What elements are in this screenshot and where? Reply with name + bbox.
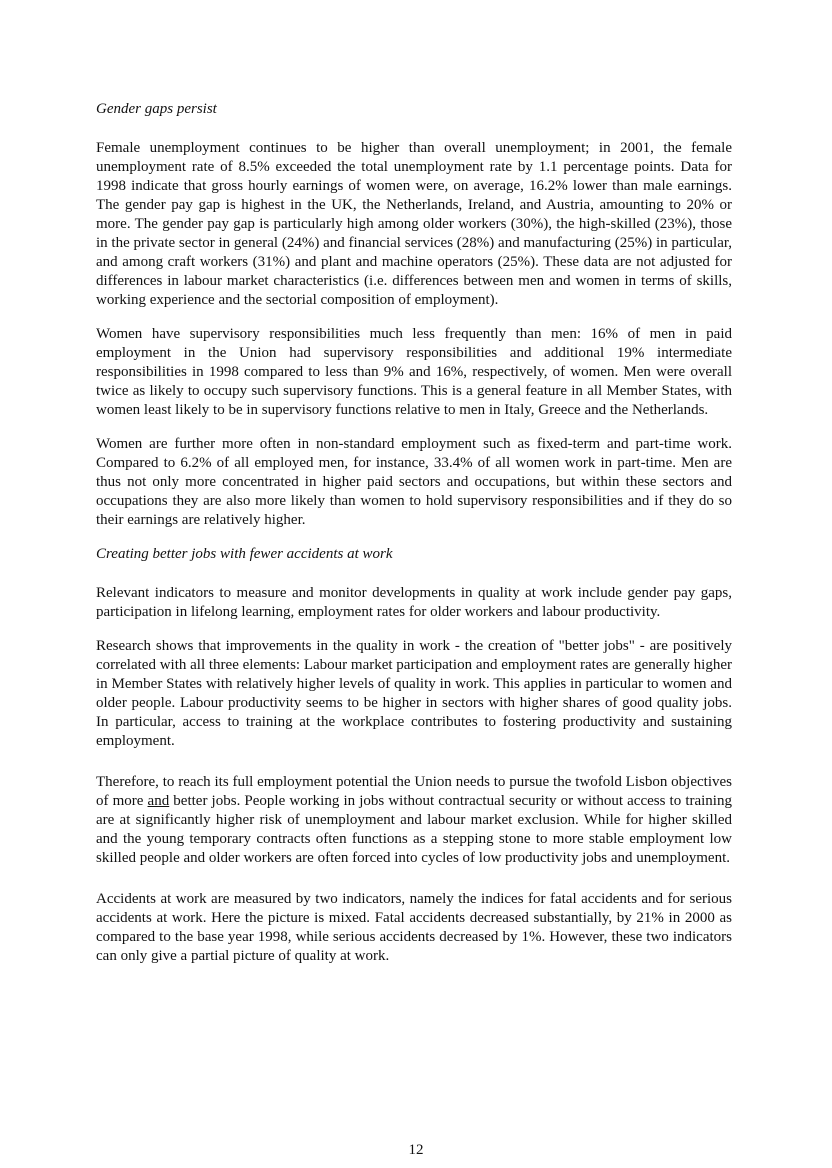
paragraph: Female unemployment continues to be higher than overall unemployment; in 2001, the female unemployment rate of 8.5% exceeded the total unemployment rate by 1.1 percentage points. Data for 1998 indicate that gross hourly earnings of women were, on average, 16.2% lower than male earnings. The gender pay gap is highest in the UK, the Netherlands, Ireland, and Austria, amounting to 20% or more. The gender pay gap is particularly high among older workers (30%), the high-skilled (23%), those in the private sector in general (24%) and financial services (28%) and manufacturing (25%) in particular, and among craft workers (31%) and plant and machine operators (25%). These data are not adjusted for differences in labour market characteristics (i.e. differences between men and women in terms of skills, working experience and the sectorial composition of employment). [96,140,732,308]
paragraph: Research shows that improvements in the quality in work - the creation of "better jobs" - are positively correlated with all three elements: Labour market participation and employment rates are generally higher in Member States with relatively higher levels of quality in work. This applies in particular to women and older people. Labour productivity seems to be higher in sectors with higher shares of good quality jobs. In particular, access to training at the workplace contributes to fostering productivity and sustaining employment. [96,638,732,749]
page-content [96,100,732,981]
paragraph: Women have supervisory responsibilities much less frequently than men: 16% of men in paid employment in the Union had supervisory responsibilities and additional 19% intermediate responsibilities in 1998 compared to less than 9% and 16%, respectively, of women. Men were overall twice as likely to occupy such supervisory functions. This is a general feature in all Member States, with women least likely to be in supervisory functions relative to men in Italy, Greece and the Netherlands. [96,326,732,418]
underlined-word: and [147,793,170,809]
paragraph-text: Therefore, to reach its full employment potential the Union needs to pursue the twofold Lisbon objectives of more [96,774,732,809]
section-heading-gender-gaps: Gender gaps persist [96,101,217,117]
paragraph [96,773,732,868]
paragraph: Relevant indicators to measure and monitor developments in quality at work include gender pay gaps, participation in lifelong learning, employment rates for older workers and labour productivity. [96,585,732,620]
paragraph: Women are further more often in non-standard employment such as fixed-term and part-time work. Compared to 6.2% of all employed men, for instance, 33.4% of all women work in part-time. Men are thus not only more concentrated in higher paid sectors and occupations, but within these sectors and occupations they are also more likely than women to hold supervisory responsibilities and if they do so their earnings are relatively higher. [96,436,732,528]
paragraph-text: better jobs. People working in jobs without contractual security or without access to training are at significantly higher risk of unemployment and labour market exclusion. While for higher skilled and the young temporary contracts often functions as a stepping stone to more stable employment low skilled people and older workers are often forced into cycles of low productivity jobs and unemployment. [96,793,732,866]
page-number: 12 [408,1142,424,1158]
paragraph: Accidents at work are measured by two indicators, namely the indices for fatal accidents and for serious accidents at work. Here the picture is mixed. Fatal accidents decreased substantially, by 21% in 2000 as compared to the base year 1998, while serious accidents decreased by 1%. However, these two indicators can only give a partial picture of quality at work. [96,891,732,964]
section-heading-better-jobs: Creating better jobs with fewer accidents at work [96,546,393,562]
